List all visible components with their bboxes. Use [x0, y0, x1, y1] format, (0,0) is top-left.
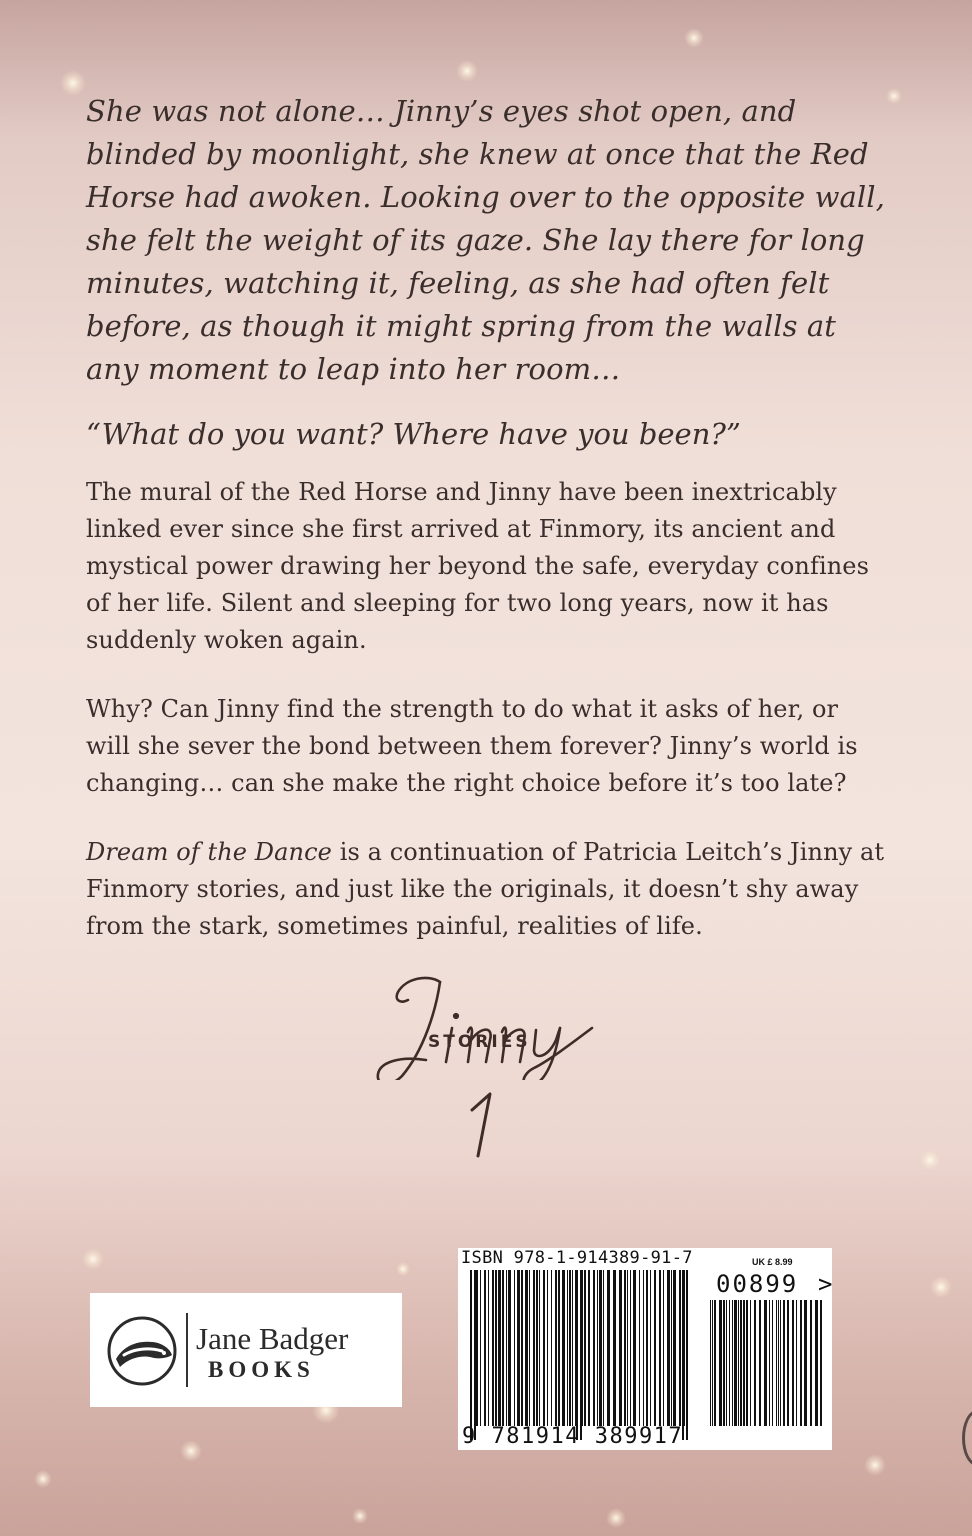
barcode-bar	[630, 1270, 631, 1426]
sparkle	[60, 70, 86, 96]
blurb-paragraph-1: The mural of the Red Horse and Jinny have been inextricably linked ever since she first arrived at Finmory, its ancient and mystical power drawing her beyond the safe, everyday confines of her life. Silent and sleeping for two long years, now it has suddenly woken again.	[86, 478, 870, 654]
barcode-bar	[743, 1300, 745, 1426]
barcode-bar	[783, 1300, 785, 1426]
barcode-bar	[558, 1270, 560, 1426]
barcode-bar	[555, 1270, 557, 1426]
barcode-guard-bar	[686, 1270, 688, 1440]
barcode-bar	[712, 1300, 713, 1426]
barcode-bar	[492, 1270, 494, 1426]
sparkle	[864, 1454, 886, 1476]
barcode-bar	[679, 1270, 681, 1426]
barcode-bar	[539, 1270, 540, 1426]
barcode-bar	[619, 1270, 622, 1426]
barcode-bar	[502, 1270, 504, 1426]
barcode-bars	[458, 1248, 832, 1450]
sparkle	[684, 28, 704, 48]
isbn-text: ISBN 978-1-914389-91-7	[461, 1248, 693, 1268]
sparkle	[930, 1276, 952, 1298]
barcode-bar	[673, 1270, 676, 1426]
addon-code: 00899	[716, 1270, 799, 1298]
sparkle	[82, 1248, 104, 1270]
barcode-guard-bar	[470, 1270, 472, 1440]
barcode-guard-bar	[682, 1270, 684, 1440]
barcode-bar	[667, 1270, 670, 1426]
barcode-bar	[514, 1270, 515, 1426]
blurb-paragraph-2: Why? Can Jinny find the strength to do what it asks of her, or will she sever the bond between them forever? Jinny’s world is changing… can she make the right choice before it’s too late?	[86, 695, 858, 797]
blurb-paragraph-3-rest: is a continuation of Patricia Leitch’s Jinny at Finmory stories, and just like the originals, it doesn’t shy away from the stark, sometimes painful, realities of life.	[86, 838, 885, 940]
barcode-bar	[607, 1270, 610, 1426]
barcode-guard-bar	[576, 1270, 578, 1440]
barcode-bar	[750, 1300, 751, 1426]
publisher-logo	[90, 1293, 402, 1407]
barcode-bar	[659, 1270, 661, 1426]
blurb-quote: “What do you want? Where have you been?”	[86, 417, 741, 451]
barcode-bar	[584, 1270, 586, 1426]
barcode-bar	[599, 1270, 602, 1426]
barcode-bar	[506, 1270, 507, 1426]
barcode-bar	[646, 1270, 648, 1426]
barcode-bar	[593, 1270, 595, 1426]
barcode-bar	[572, 1270, 573, 1426]
barcode-bar	[792, 1300, 794, 1426]
barcode-bar	[536, 1270, 538, 1426]
sparkle	[606, 1508, 626, 1528]
ean-digits: 9 781914 389917	[462, 1424, 684, 1449]
barcode-bar	[633, 1270, 636, 1426]
sparkle	[920, 1150, 940, 1170]
barcode-bar	[671, 1270, 672, 1426]
barcode-bar	[533, 1270, 535, 1426]
publisher-name: Jane Badger	[196, 1321, 349, 1356]
barcode-bar	[710, 1300, 711, 1426]
barcode-bar	[488, 1270, 489, 1426]
barcode-bar	[624, 1270, 626, 1426]
barcode-bar	[551, 1270, 552, 1426]
barcode-bar	[787, 1300, 789, 1426]
barcode-bar	[738, 1300, 739, 1426]
barcode-bar	[759, 1300, 761, 1426]
barcode-guard-bar	[580, 1270, 582, 1440]
publisher-sub: BOOKS	[208, 1357, 315, 1382]
barcode-bar	[643, 1270, 644, 1426]
series-label: STORIES	[428, 1032, 531, 1052]
barcode-bar	[627, 1270, 628, 1426]
barcode-bar	[562, 1270, 565, 1426]
publisher-divider	[186, 1313, 188, 1387]
sparkle	[456, 60, 478, 82]
barcode-bar	[567, 1270, 568, 1426]
sparkle	[352, 1508, 368, 1524]
badger-icon	[106, 1315, 178, 1387]
book-title: Dream of the Dance	[86, 838, 332, 866]
barcode-bar	[723, 1300, 725, 1426]
barcode-bar	[734, 1300, 737, 1426]
barcode-bar	[650, 1270, 651, 1426]
barcode-bar	[525, 1270, 528, 1426]
barcode-bar	[732, 1300, 733, 1426]
series-script-wordmark	[370, 970, 610, 1080]
barcode-bar	[800, 1300, 802, 1426]
barcode-bar	[480, 1270, 481, 1426]
series-logo	[370, 970, 610, 1170]
barcode-bar	[547, 1270, 548, 1426]
edge-ornament	[962, 1410, 972, 1466]
barcode-bar	[780, 1300, 781, 1426]
sparkle	[886, 88, 902, 104]
barcode-bar	[764, 1300, 767, 1426]
barcode-bar	[498, 1270, 501, 1426]
barcode-bar	[569, 1270, 571, 1426]
barcode	[458, 1248, 832, 1450]
barcode-bar	[603, 1270, 604, 1426]
barcode-bar	[769, 1300, 770, 1426]
barcode-bar	[613, 1270, 616, 1426]
sparkle	[180, 1440, 202, 1462]
barcode-bar	[543, 1270, 545, 1426]
blurb-paragraph-3	[86, 834, 886, 945]
blurb	[86, 90, 886, 977]
barcode-bar	[719, 1300, 722, 1426]
sparkle	[34, 1470, 52, 1488]
barcode-bar	[746, 1300, 748, 1426]
barcode-bar	[796, 1300, 797, 1426]
barcode-bar	[740, 1300, 742, 1426]
barcode-bar	[726, 1300, 727, 1426]
barcode-bar	[508, 1270, 511, 1426]
barcode-bar	[517, 1270, 520, 1426]
blurb-opening: She was not alone… Jinny’s eyes shot open, and blinded by moonlight, she knew at once that the Red Horse had awoken. Looking over to the opposite wall, she felt the weight of its gaze. She lay there for long minutes, watching it, feeling, as she had often felt before, as though it might spring from the walls at any moment to leap into her room…	[86, 94, 885, 386]
barcode-bar	[639, 1270, 640, 1426]
barcode-guard-bar	[474, 1270, 476, 1440]
barcode-bar	[815, 1300, 818, 1426]
barcode-bar	[729, 1300, 730, 1426]
barcode-bar	[654, 1270, 656, 1426]
barcode-bar	[597, 1270, 598, 1426]
barcode-bar	[772, 1300, 773, 1426]
barcode-bar	[663, 1270, 664, 1426]
barcode-bar	[495, 1270, 497, 1426]
sparkle	[396, 1262, 410, 1276]
barcode-bar	[776, 1300, 777, 1426]
price-text: UK £ 8.99	[752, 1257, 793, 1267]
barcode-bar	[820, 1300, 822, 1426]
barcode-bar	[714, 1300, 716, 1426]
barcode-bar	[588, 1270, 590, 1426]
barcode-bar	[754, 1300, 756, 1426]
series-number-glyph	[464, 1090, 504, 1160]
barcode-bar	[684, 1270, 685, 1426]
barcode-bar	[521, 1270, 523, 1426]
addon-arrow: >	[818, 1270, 833, 1298]
barcode-bar	[484, 1270, 486, 1426]
barcode-bar	[529, 1270, 530, 1426]
barcode-bar	[804, 1300, 807, 1426]
barcode-bar	[778, 1300, 779, 1426]
barcode-bar	[476, 1270, 478, 1426]
barcode-bar	[810, 1300, 812, 1426]
